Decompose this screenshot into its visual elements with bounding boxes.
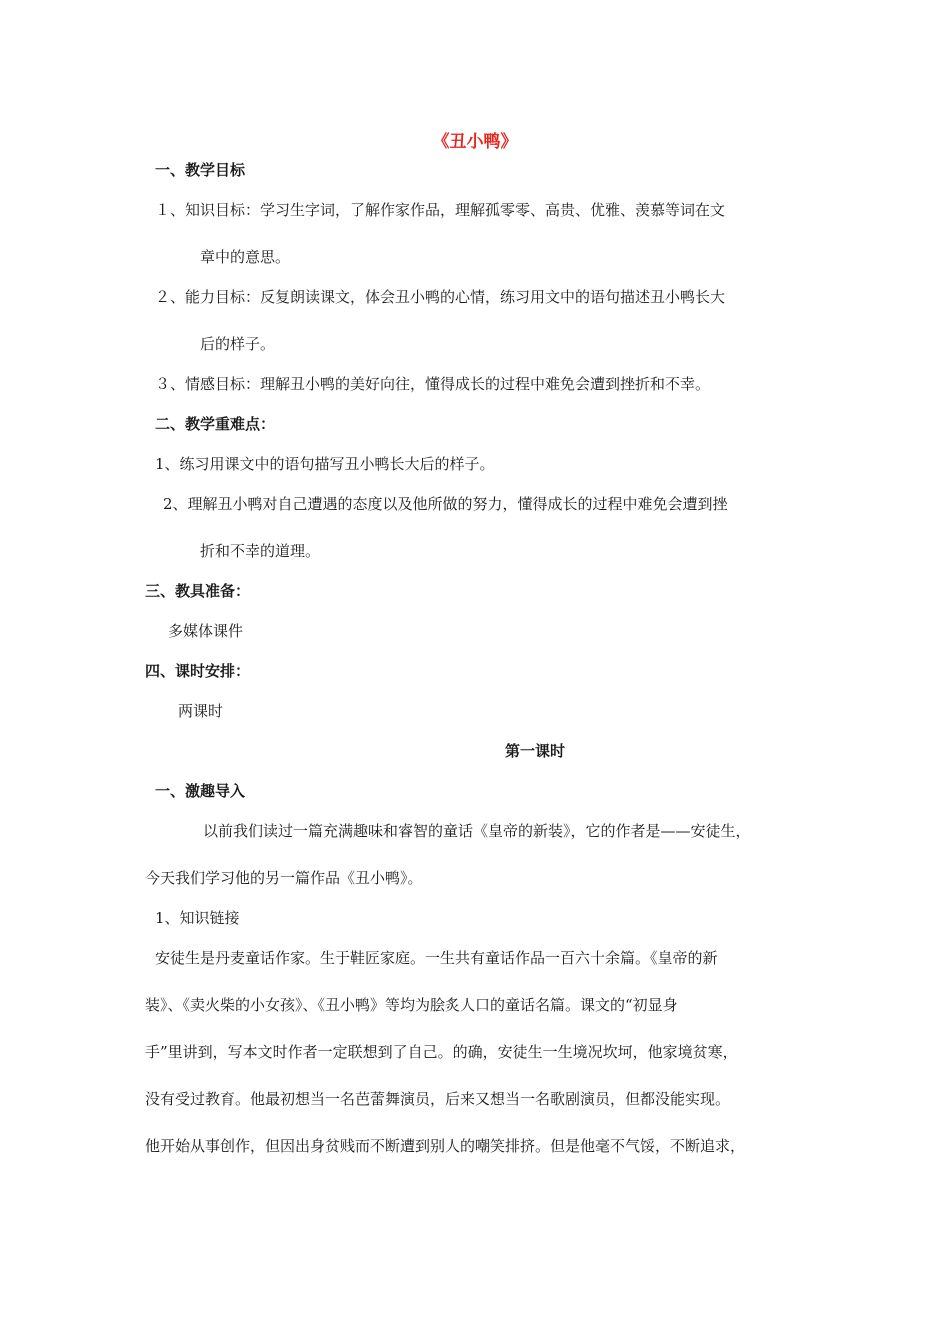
goal-ability-line2: 后的样子。 <box>200 335 276 353</box>
key-point-2-line2: 折和不幸的道理。 <box>200 542 321 560</box>
key-point-1: 1、练习用课文中的语句描写丑小鸭长大后的样子。 <box>155 455 495 473</box>
key-point-2-line1: 2、理解丑小鸭对自己遭遇的态度以及他所做的努力，懂得成长的过程中难免会遭到挫 <box>163 495 728 513</box>
intro-para1-line2: 今天我们学习他的另一篇作品《丑小鸭》。 <box>145 869 423 887</box>
section-heading-schedule: 四、课时安排： <box>145 662 251 680</box>
knowledge-para-line3: 手”里讲到，写本文时作者一定联想到了自己。的确，安徒生一生境况坎坷，他家境贫寒， <box>145 1043 738 1061</box>
schedule-content: 两课时 <box>178 702 224 720</box>
knowledge-para-line1: 安徒生是丹麦童话作家。生于鞋匠家庭。一生共有童话作品一百六十余篇。《皇帝的新 <box>155 949 718 967</box>
knowledge-para-line5: 他开始从事创作，但因出身贫贱而不断遭到别人的嘲笑排挤。但是他毫不气馁，不断追求， <box>145 1137 746 1155</box>
section-heading-teaching-goals: 一、教学目标 <box>155 161 246 179</box>
lesson-heading-intro: 一、激趣导入 <box>155 782 246 800</box>
intro-para1-line1: 以前我们读过一篇充满趣味和睿智的童话《皇帝的新装》，它的作者是——安徒生， <box>203 822 751 840</box>
goal-ability-line1: ２、能力目标：反复朗读课文，体会丑小鸭的心情，练习用文中的语句描述丑小鸭长大 <box>155 288 726 306</box>
knowledge-para-line2: 装》、《卖火柴的小女孩》、《丑小鸭》等均为脍炙人口的童话名篇。课文的“初显身 <box>145 996 678 1014</box>
goal-emotion: ３、情感目标：理解丑小鸭的美好向往，懂得成长的过程中难免会遭到挫折和不幸。 <box>155 375 711 393</box>
teaching-aids-content: 多媒体课件 <box>168 622 244 640</box>
goal-knowledge-line1: １、知识目标：学习生字词，了解作家作品，理解孤零零、高贵、优雅、羡慕等词在文 <box>155 201 726 219</box>
section-heading-teaching-aids: 三、教具准备： <box>145 582 251 600</box>
document-title: 《丑小鸭》 <box>432 132 518 152</box>
knowledge-para-line4: 没有受过教育。他最初想当一名芭蕾舞演员，后来又想当一名歌剧演员，但都没能实现。 <box>145 1090 731 1108</box>
knowledge-link-heading: 1、知识链接 <box>155 909 240 927</box>
goal-knowledge-line2: 章中的意思。 <box>200 248 291 266</box>
section-heading-key-points: 二、教学重难点： <box>155 415 276 433</box>
lesson-title: 第一课时 <box>504 742 565 760</box>
